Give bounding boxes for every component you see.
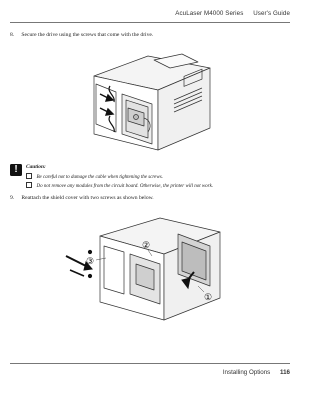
caution-item bbox=[26, 182, 213, 189]
callout-2: ② bbox=[141, 240, 151, 250]
bullet-box-icon bbox=[26, 182, 32, 188]
header-divider bbox=[10, 22, 290, 23]
callout-3: ③ bbox=[85, 256, 95, 266]
caution-item-text: Do not remove any modules from the circuit board. Otherwise, the printer will not work. bbox=[36, 184, 214, 190]
page-footer bbox=[223, 369, 290, 376]
page-header bbox=[167, 10, 290, 17]
exclamation-icon: ! bbox=[10, 164, 22, 176]
caution-item-text: Be careful not to damage the cable when tightening the screws. bbox=[36, 175, 163, 181]
caution-item bbox=[26, 173, 163, 180]
callout-1: ① bbox=[203, 292, 213, 302]
step-8-text: Secure the drive using the screws that come with the drive. bbox=[21, 32, 154, 38]
product-name: AcuLaser M4000 Series bbox=[175, 10, 244, 17]
section-name: Installing Options bbox=[222, 369, 271, 376]
step-8 bbox=[10, 32, 153, 38]
illustration-reattach-shield bbox=[60, 212, 230, 324]
footer-divider bbox=[10, 363, 290, 364]
step-9-text: Reattach the shield cover with two screws as shown below. bbox=[21, 195, 154, 201]
page-number: 116 bbox=[280, 369, 290, 376]
step-9 bbox=[10, 195, 154, 201]
caution-title: Caution: bbox=[26, 164, 46, 170]
guide-name: User's Guide bbox=[253, 10, 290, 17]
step-9-number: 9. bbox=[10, 195, 15, 201]
bullet-box-icon bbox=[26, 173, 32, 179]
step-8-number: 8. bbox=[10, 32, 15, 38]
illustration-secure-drive bbox=[86, 46, 214, 154]
